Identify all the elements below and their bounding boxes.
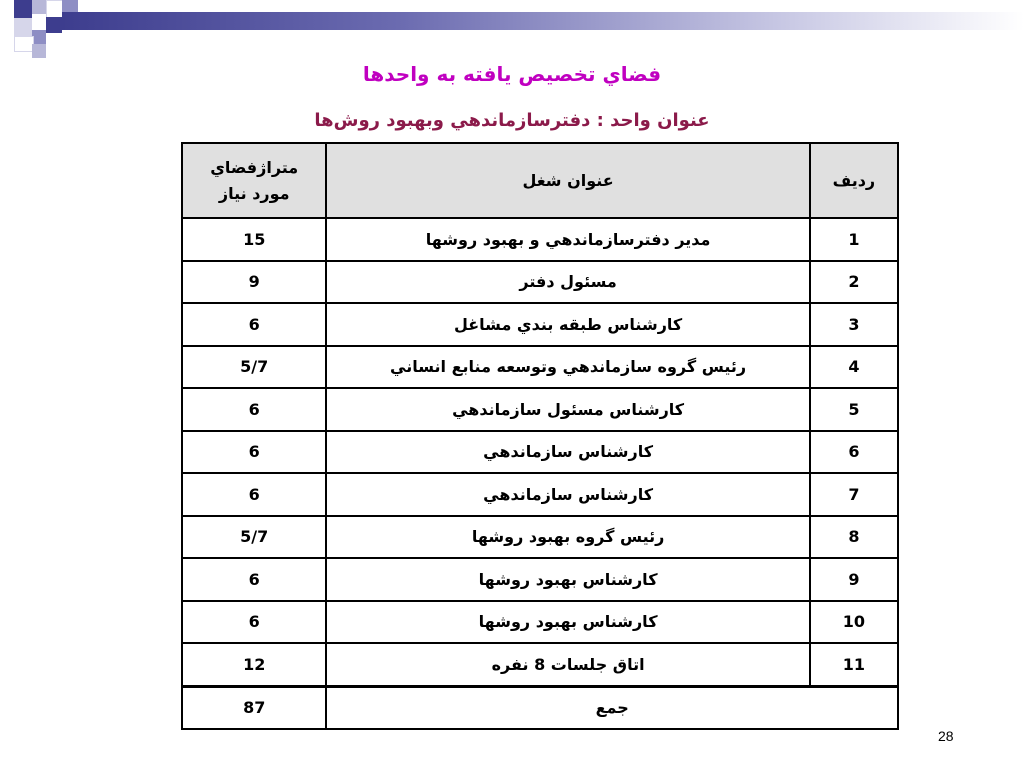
- table-row: [182, 261, 898, 304]
- row-number: 4: [810, 346, 898, 389]
- required-area: 6: [182, 388, 326, 431]
- required-area: 9: [182, 261, 326, 304]
- required-area: 6: [182, 303, 326, 346]
- space-allocation-table: [181, 142, 899, 730]
- header-row-number: رديف: [810, 143, 898, 218]
- page-number: 28: [938, 728, 954, 744]
- table-row: [182, 516, 898, 559]
- header-job-title: عنوان شغل: [326, 143, 809, 218]
- row-number: 7: [810, 473, 898, 516]
- row-number: 1: [810, 218, 898, 261]
- required-area: 6: [182, 473, 326, 516]
- table-row: [182, 473, 898, 516]
- table-row: [182, 558, 898, 601]
- row-number: 2: [810, 261, 898, 304]
- required-area: 6: [182, 431, 326, 474]
- row-number: 11: [810, 643, 898, 686]
- job-title: كارشناس بهبود روشها: [326, 558, 809, 601]
- row-number: 5: [810, 388, 898, 431]
- slide-subtitle: عنوان واحد : دفترسازماندهي وبهبود روش‌ها: [314, 110, 710, 131]
- required-area: 6: [182, 601, 326, 644]
- job-title: مسئول دفتر: [326, 261, 809, 304]
- decorative-header-bar: [62, 12, 1024, 30]
- job-title: كارشناس سازماندهي: [326, 431, 809, 474]
- required-area: 15: [182, 218, 326, 261]
- job-title: مدير دفترسازماندهي و بهبود روشها: [326, 218, 809, 261]
- table-total-row: [182, 686, 898, 729]
- table-row: [182, 431, 898, 474]
- job-title: رئيس گروه سازماندهي وتوسعه منابع انساني: [326, 346, 809, 389]
- job-title: كارشناس طبقه بندي مشاغل: [326, 303, 809, 346]
- job-title: كارشناس مسئول سازماندهي: [326, 388, 809, 431]
- job-title: كارشناس سازماندهي: [326, 473, 809, 516]
- required-area: 5/7: [182, 516, 326, 559]
- job-title: اتاق جلسات 8 نفره: [326, 643, 809, 686]
- table-header-row: [182, 143, 898, 218]
- job-title: كارشناس بهبود روشها: [326, 601, 809, 644]
- row-number: 8: [810, 516, 898, 559]
- required-area: 5/7: [182, 346, 326, 389]
- slide-title: فضاي تخصيص يافته به واحدها: [362, 62, 662, 86]
- row-number: 6: [810, 431, 898, 474]
- table-row: [182, 218, 898, 261]
- table-row: [182, 346, 898, 389]
- required-area: 12: [182, 643, 326, 686]
- required-area: 6: [182, 558, 326, 601]
- table-row: [182, 601, 898, 644]
- header-required-area: متراژفضاي مورد نياز: [182, 143, 326, 218]
- row-number: 9: [810, 558, 898, 601]
- row-number: 10: [810, 601, 898, 644]
- table-row: [182, 643, 898, 686]
- table-row: [182, 388, 898, 431]
- table-row: [182, 303, 898, 346]
- row-number: 3: [810, 303, 898, 346]
- total-value: 87: [182, 686, 326, 729]
- total-label: جمع: [326, 686, 898, 729]
- job-title: رئيس گروه بهبود روشها: [326, 516, 809, 559]
